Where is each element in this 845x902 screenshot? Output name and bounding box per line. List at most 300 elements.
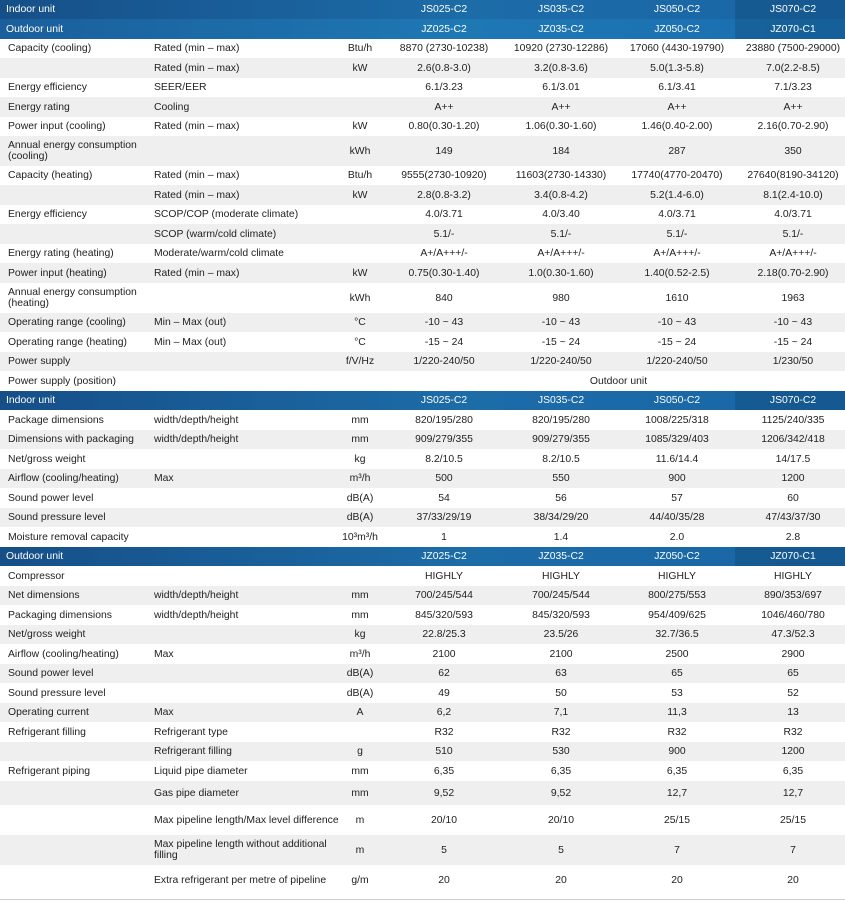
row-label [8,781,148,805]
row-sublabel: Min – Max (out) [154,336,227,348]
table-row [0,352,845,371]
row-label: Outdoor unit [6,23,64,35]
model-value-cell: 1008/225/318 [645,414,709,426]
model-value-cell: 50 [555,687,567,699]
model-value-cell: 5 [441,844,447,856]
row-sublabel [154,136,344,166]
row-unit [330,97,390,117]
model-value-cell: HIGHLY [542,570,580,582]
model-value-cell: 8.2/10.5 [542,453,580,465]
model-value-cell: 6,35 [550,765,572,777]
table-row [0,166,845,185]
row-sublabel [154,371,344,391]
row-unit: 10³m³/h [342,531,378,543]
row-unit: kW [352,121,368,132]
model-header-cell: JS025-C2 [420,4,468,15]
row-label: Net dimensions [8,590,80,601]
model-value-cell: 287 [668,145,686,157]
model-value-cell: 20 [671,874,683,886]
row-unit: kW [352,62,368,74]
model-value-cell: 2100 [549,648,573,660]
model-value-cell: 4.0/3.40 [542,209,580,220]
row-sublabel: Max [154,707,174,718]
row-label: Sound power level [8,492,94,504]
row-sublabel: SEER/EER [154,82,207,93]
row-label: Energy efficiency [8,82,87,93]
row-label: Power input (cooling) [8,121,106,132]
model-value-cell: 13 [787,707,799,718]
row-sublabel: Refrigerant filling [154,746,232,757]
model-value-cell: 10920 (2730-12286) [513,43,609,54]
model-value-cell: A++ [667,101,687,113]
model-value-cell: 980 [552,292,570,304]
model-value-cell: 149 [435,145,453,157]
model-value-cell: 550 [552,473,570,484]
model-value-cell: 4.0/3.71 [425,209,463,220]
row-unit [330,391,390,410]
model-value-cell: -15 ~ 24 [773,336,813,348]
table-row [0,410,845,430]
row-label: Operating range (heating) [8,336,127,348]
table-row [0,527,845,547]
row-unit: kW [352,189,368,201]
model-value-cell: 8.2/10.5 [425,453,463,465]
model-header-cell: JZ035-C2 [538,551,584,562]
table-row [0,488,845,508]
model-value-cell: 38/34/29/20 [533,512,589,523]
model-value-cell: 47.3/52.3 [771,629,815,640]
row-sublabel [154,527,344,547]
table-row [0,805,845,835]
row-unit: dB(A) [346,668,374,679]
row-label: Sound pressure level [8,512,106,523]
model-value-cell: 1200 [781,473,805,484]
model-value-cell: 11,3 [667,707,687,718]
model-value-cell: A++ [551,101,571,113]
table-row [0,185,845,205]
table-row [0,332,845,352]
table-row [0,205,845,224]
model-header-cell: JS070-C2 [735,391,845,410]
model-value-cell: 6.1/3.01 [542,82,580,93]
model-value-cell: 27640(8190-34120) [747,170,839,181]
row-unit: dB(A) [346,687,374,699]
model-value-cell: 63 [555,668,567,679]
table-row [0,605,845,625]
table-row [0,742,845,761]
model-value-cell: 1046/460/780 [761,609,825,621]
row-unit: m [355,844,365,856]
model-value-cell: 20 [787,874,799,886]
row-label: Capacity (cooling) [8,43,92,54]
section-header-row [0,19,845,39]
model-value-cell: 890/353/697 [764,590,822,601]
model-value-cell: 3.4(0.8-4.2) [534,189,588,201]
model-value-cell: 23.5/26 [543,629,579,640]
row-unit: g [357,746,363,757]
model-value-cell: A+/A+++/- [653,248,701,259]
table-bottom-border [0,899,845,900]
row-label: Indoor unit [6,4,56,15]
table-row [0,117,845,136]
row-unit: dB(A) [346,512,374,523]
model-value-cell: 1.46(0.40-2.00) [641,121,713,132]
model-value-cell: 5.2(1.4-6.0) [650,189,704,201]
model-header-cell: JS050-C2 [653,4,701,15]
model-value-cell: 32.7/36.5 [655,629,699,640]
model-value-cell: 2.6(0.8-3.0) [417,62,471,74]
model-value-cell: 840 [435,292,453,304]
model-value-cell: 0.75(0.30-1.40) [408,267,480,279]
model-value-cell: 7 [790,844,796,856]
model-value-cell: 700/245/544 [415,590,473,601]
model-value-cell: 20/10 [547,814,574,826]
model-value-cell: 2.16(0.70-2.90) [757,121,829,132]
row-sublabel [154,488,344,508]
row-sublabel: Refrigerant type [154,726,228,738]
model-value-cell: -15 ~ 24 [424,336,464,348]
row-unit: kg [354,453,366,465]
model-value-cell: A+/A+++/- [420,248,468,259]
model-value-cell: 25/15 [663,814,690,826]
table-row [0,586,845,605]
model-value-cell: R32 [434,726,454,738]
model-value-cell: 12,7 [782,787,804,799]
model-value-cell: 5.0(1.3-5.8) [650,62,704,74]
row-label: Annual energy consumption (cooling) [8,140,137,162]
row-sublabel: Rated (min – max) [154,170,240,181]
table-row [0,781,845,805]
row-unit: m³/h [349,473,371,484]
row-unit: kWh [349,145,371,157]
model-value-cell: -15 ~ 24 [657,336,697,348]
model-value-cell: 6,35 [782,765,804,777]
model-value-cell: 2500 [665,648,689,660]
row-sublabel: Cooling [154,101,190,113]
model-header-cell: JZ050-C2 [654,23,700,35]
model-value-cell: HIGHLY [774,570,812,582]
row-sublabel: SCOP/COP (moderate climate) [154,209,299,220]
model-value-cell: 1/220-240/50 [646,356,708,367]
model-value-cell: 6,35 [666,765,688,777]
row-label: Power supply (position) [8,375,116,387]
row-label: Packaging dimensions [8,609,112,621]
model-header-cell: JS035-C2 [537,395,585,406]
row-unit: °C [354,317,366,328]
row-unit: mm [351,765,369,777]
row-sublabel: Gas pipe diameter [154,787,239,799]
row-label: Energy rating (heating) [8,248,114,259]
row-label: Operating current [8,707,89,718]
row-label: Outdoor unit [6,551,64,562]
model-value-cell: 5.1/- [666,228,688,240]
model-value-cell: 20/10 [430,814,457,826]
model-value-cell: 5.1/- [433,228,455,240]
model-value-cell: 8870 (2730-10238) [399,43,489,54]
row-unit [330,371,390,391]
row-sublabel: Max [154,648,174,660]
model-value-cell: 60 [787,492,799,504]
model-value-cell: 17060 (4430-19790) [629,43,725,54]
row-unit [330,19,390,39]
model-value-cell: 1.40(0.52-2.5) [644,267,710,279]
row-unit: mm [351,414,369,426]
model-value-cell: R32 [667,726,687,738]
model-value-cell: 65 [787,668,799,679]
table-row [0,136,845,166]
model-value-cell: 56 [555,492,567,504]
row-unit: dB(A) [346,492,374,504]
row-sublabel [154,449,344,469]
model-value-cell: 2.8 [785,531,801,543]
table-row [0,58,845,78]
row-unit [330,224,390,244]
row-sublabel: Max pipeline length without additional filling [154,839,327,861]
table-row [0,244,845,263]
row-spanned-value: Outdoor unit [589,375,648,387]
row-label: Refrigerant filling [8,726,86,738]
row-unit [330,0,390,19]
row-label: Net/gross weight [8,629,86,640]
model-value-cell: 6.1/3.23 [425,82,463,93]
model-value-cell: 1/220-240/50 [530,356,592,367]
model-value-cell: 7.1/3.23 [774,82,812,93]
table-row [0,625,845,644]
row-unit: kg [354,629,366,640]
model-value-cell: 1610 [665,292,689,304]
model-value-cell: 4.0/3.71 [658,209,696,220]
model-value-cell: 5.1/- [550,228,572,240]
model-value-cell: 900 [668,473,686,484]
table-row [0,761,845,781]
model-value-cell: 37/33/29/19 [416,512,472,523]
model-header-cell: JZ070-C1 [735,547,845,566]
model-value-cell: 7,1 [553,707,569,718]
row-label: Airflow (cooling/heating) [8,473,119,484]
model-value-cell: 20 [555,874,567,886]
model-value-cell: 1/230/50 [772,356,814,367]
table-row [0,39,845,58]
model-value-cell: 17740(4770-20470) [631,170,723,181]
table-row [0,683,845,703]
model-value-cell: 530 [552,746,570,757]
row-label: Power input (heating) [8,267,107,279]
model-value-cell: 5 [558,844,564,856]
row-unit: °C [354,336,366,348]
model-value-cell: 954/409/625 [648,609,706,621]
row-label: Net/gross weight [8,453,86,465]
model-value-cell: A++ [783,101,803,113]
row-unit: kWh [349,292,371,304]
model-value-cell: 52 [787,687,799,699]
row-unit: mm [351,590,369,601]
row-sublabel [154,0,344,19]
row-sublabel [154,19,344,39]
row-label: Refrigerant piping [8,765,91,777]
model-value-cell: 350 [784,145,802,157]
row-unit: g/m [351,874,369,886]
row-label: Sound pressure level [8,687,106,699]
row-unit: kW [352,267,368,279]
model-value-cell: 3.2(0.8-3.6) [534,62,588,74]
row-unit [330,205,390,224]
row-unit [330,78,390,97]
model-value-cell: 820/195/280 [532,414,590,426]
model-value-cell: A+/A+++/- [769,248,817,259]
model-value-cell: 900 [668,746,686,757]
row-unit: mm [351,609,369,621]
model-value-cell: 820/195/280 [415,414,473,426]
model-value-cell: 1 [441,531,447,543]
model-header-cell: JZ050-C2 [654,551,700,562]
row-sublabel [154,625,344,644]
model-value-cell: 1/220-240/50 [413,356,475,367]
model-value-cell: 5.1/- [782,228,804,240]
model-value-cell: 62 [438,668,450,679]
model-value-cell: 845/320/593 [415,609,473,621]
table-row [0,430,845,449]
row-label: Sound power level [8,668,94,679]
model-value-cell: 22.8/25.3 [422,629,466,640]
row-label: Energy rating [8,101,70,113]
row-sublabel: Min – Max (out) [154,317,227,328]
row-sublabel [154,683,344,703]
model-header-cell: JS070-C2 [735,0,845,19]
row-label: Package dimensions [8,414,104,426]
model-value-cell: 6,35 [433,765,455,777]
model-value-cell: 11.6/14.4 [655,453,699,465]
row-label: Energy efficiency [8,209,87,220]
row-sublabel [154,664,344,683]
row-label [8,58,148,78]
model-value-cell: 909/279/355 [532,434,590,445]
model-value-cell: -10 ~ 43 [657,317,697,328]
row-label [8,865,148,895]
model-value-cell: 14/17.5 [775,453,811,465]
row-sublabel [154,566,344,586]
row-sublabel [154,508,344,527]
model-value-cell: 54 [438,492,450,504]
row-label: Airflow (cooling/heating) [8,648,119,660]
row-sublabel: Rated (min – max) [154,43,240,54]
model-value-cell: 6.1/3.41 [658,82,696,93]
row-sublabel: width/depth/height [154,609,239,621]
model-value-cell: 7.0(2.2-8.5) [766,62,820,74]
table-row [0,664,845,683]
row-unit [330,547,390,566]
row-sublabel: width/depth/height [154,414,239,426]
model-value-cell: 2900 [781,648,805,660]
table-row [0,469,845,488]
model-value-cell: 1085/329/403 [645,434,709,445]
row-unit: mm [351,787,369,799]
model-value-cell: R32 [551,726,571,738]
model-value-cell: 11603(2730-14330) [515,170,607,181]
model-value-cell: 2.0 [669,531,685,543]
model-value-cell: 20 [438,874,450,886]
model-value-cell: 1125/240/335 [761,414,825,426]
row-sublabel: Rated (min – max) [154,267,240,279]
row-label [8,224,148,244]
model-value-cell: 57 [671,492,683,504]
model-value-cell: 184 [552,145,570,157]
row-label: Dimensions with packaging [8,434,134,445]
table-row [0,835,845,865]
model-value-cell: 65 [671,668,683,679]
row-label: Compressor [8,570,65,582]
row-sublabel: width/depth/height [154,434,239,445]
row-label [8,805,148,835]
model-value-cell: 0.80(0.30-1.20) [408,121,480,132]
section-header-row [0,0,845,19]
model-value-cell: 1.4 [553,531,569,543]
row-label [8,185,148,205]
row-label [8,835,148,865]
row-unit: Btu/h [347,170,373,181]
model-value-cell: 909/279/355 [415,434,473,445]
row-sublabel: Rated (min – max) [154,121,240,132]
row-sublabel: Liquid pipe diameter [154,765,248,777]
model-value-cell: 53 [671,687,683,699]
model-value-cell: A++ [434,101,454,113]
model-value-cell: 23880 (7500-29000) [745,43,841,54]
model-header-cell: JZ025-C2 [421,23,467,35]
row-sublabel: Moderate/warm/cold climate [154,248,284,259]
table-row [0,865,845,895]
model-value-cell: A+/A+++/- [537,248,585,259]
model-value-cell: 2100 [432,648,456,660]
row-unit [330,566,390,586]
row-sublabel: Max [154,473,174,484]
model-value-cell: 1200 [781,746,805,757]
model-value-cell: 1.0(0.30-1.60) [528,267,594,279]
row-unit: mm [351,434,369,445]
model-value-cell: 44/40/35/28 [649,512,705,523]
model-value-cell: 2.18(0.70-2.90) [757,267,829,279]
row-unit: Btu/h [347,43,373,54]
row-unit [330,722,390,742]
row-label: Capacity (heating) [8,170,93,181]
row-label: Operating range (cooling) [8,317,126,328]
table-row [0,263,845,283]
model-value-cell: 4.0/3.71 [774,209,812,220]
model-value-cell: 6,2 [436,707,452,718]
row-sublabel: SCOP (warm/cold climate) [154,228,277,240]
model-value-cell: -10 ~ 43 [773,317,813,328]
table-row [0,97,845,117]
model-value-cell: 800/275/553 [648,590,706,601]
model-value-cell: 845/320/593 [532,609,590,621]
row-sublabel [154,547,344,566]
table-row [0,508,845,527]
model-value-cell: -10 ~ 43 [541,317,581,328]
table-row [0,313,845,332]
model-value-cell: 8.1(2.4-10.0) [763,189,823,201]
model-value-cell: -15 ~ 24 [541,336,581,348]
model-value-cell: -10 ~ 43 [424,317,464,328]
model-value-cell: R32 [783,726,803,738]
model-header-cell: JS035-C2 [537,4,585,15]
row-unit: A [356,707,364,718]
model-header-cell: JS025-C2 [420,395,468,406]
row-sublabel: width/depth/height [154,590,239,601]
row-unit: f/V/Hz [345,356,375,367]
table-row [0,224,845,244]
row-sublabel [154,391,344,410]
section-header-row [0,547,845,566]
model-value-cell: 49 [438,687,450,699]
model-value-cell: 12,7 [666,787,688,799]
